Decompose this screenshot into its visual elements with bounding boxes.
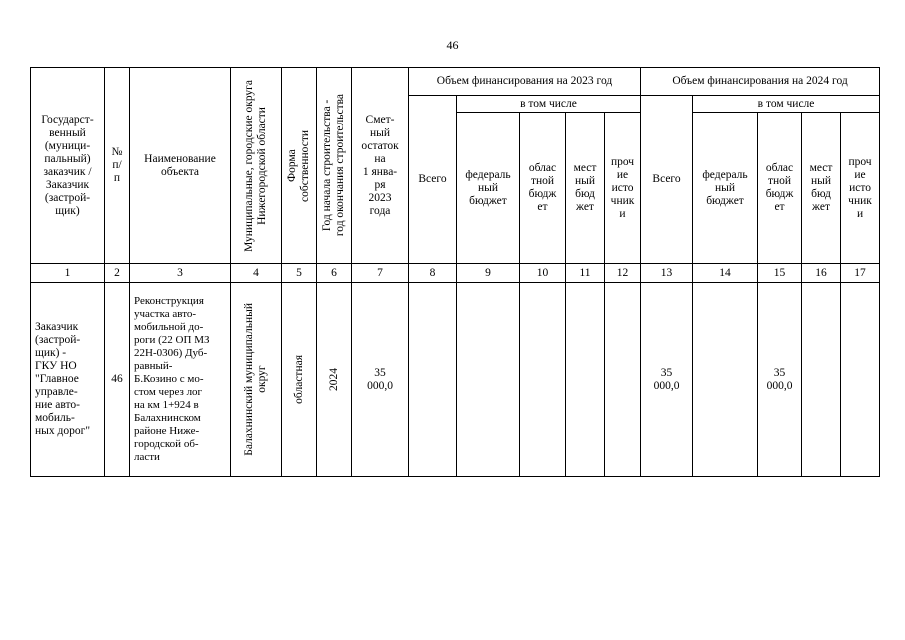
header-object-name: Наименование объекта [130, 68, 231, 264]
page-number: 46 [446, 38, 459, 52]
header-regional-2024: облас тной бюдж ет [758, 113, 802, 264]
row-ownership: областная [292, 355, 305, 404]
column-number: 17 [841, 264, 880, 283]
row-municipality-cell [231, 283, 282, 477]
header-row-1 [31, 68, 880, 96]
row-other-2023 [605, 283, 641, 477]
header-federal-2024: федераль ный бюджет [693, 113, 758, 264]
column-number: 15 [758, 264, 802, 283]
row-municipality: Балахнинский муниципальный округ [243, 303, 268, 456]
header-federal-2023: федераль ный бюджет [457, 113, 520, 264]
header-local-2024: мест ный бюд жет [802, 113, 841, 264]
column-number: 13 [641, 264, 693, 283]
row-federal-2024 [693, 283, 758, 477]
column-number: 9 [457, 264, 520, 283]
header-ownership: Форма собственности [286, 129, 311, 202]
header-other-2024: проч ие исто чник и [841, 113, 880, 264]
header-years: Год начала строительства - год окончания строительства [321, 94, 346, 237]
header-estimate-remainder: Смет- ный остаток на 1 янва- ря 2023 года [352, 68, 409, 264]
header-including-2024: в том числе [693, 96, 880, 113]
column-number-row [31, 264, 880, 283]
header-municipality-cell [231, 68, 282, 264]
row-num: 46 [105, 283, 130, 477]
header-funding-2023: Объем финансирования на 2023 год [409, 68, 641, 96]
column-number: 2 [105, 264, 130, 283]
financing-table [30, 67, 880, 477]
column-number: 7 [352, 264, 409, 283]
header-total-2024: Всего [641, 96, 693, 264]
row-federal-2023 [457, 283, 520, 477]
column-number: 3 [130, 264, 231, 283]
column-number: 4 [231, 264, 282, 283]
header-num: № п/ п [105, 68, 130, 264]
row-years: 2024 [327, 368, 340, 391]
column-number: 14 [693, 264, 758, 283]
row-years-cell [317, 283, 352, 477]
header-local-2023: мест ный бюд жет [566, 113, 605, 264]
row-local-2023 [566, 283, 605, 477]
row-other-2024 [841, 283, 880, 477]
header-other-2023: проч ие исто чник и [605, 113, 641, 264]
column-number: 8 [409, 264, 457, 283]
row-regional-2024: 35 000,0 [758, 283, 802, 477]
row-total-2024: 35 000,0 [641, 283, 693, 477]
column-number: 1 [31, 264, 105, 283]
header-total-2023: Всего [409, 96, 457, 264]
row-object-name: Реконструкция участка авто- мобильной до- роги (22 ОП МЗ 22Н-0306) Дуб- равный- Б.Козино с мо- стом через лог на км 1+924 в Балахнинском районе Ниже- городской об- ласти [130, 283, 231, 477]
row-local-2024 [802, 283, 841, 477]
header-years-cell [317, 68, 352, 264]
header-municipality: Муниципальные, городские округа Нижегородской области [243, 79, 268, 252]
row-estimate-remainder: 35 000,0 [352, 283, 409, 477]
row-regional-2023 [520, 283, 566, 477]
row-total-2023 [409, 283, 457, 477]
header-ownership-cell [282, 68, 317, 264]
header-including-2023: в том числе [457, 96, 641, 113]
column-number: 10 [520, 264, 566, 283]
row-ownership-cell [282, 283, 317, 477]
column-number: 5 [282, 264, 317, 283]
column-number: 12 [605, 264, 641, 283]
header-funding-2024: Объем финансирования на 2024 год [641, 68, 880, 96]
header-regional-2023: облас тной бюдж ет [520, 113, 566, 264]
column-number: 16 [802, 264, 841, 283]
row-customer: Заказчик (застрой- щик) - ГКУ НО "Главное управле- ние авто- мобиль- ных дорог" [31, 283, 105, 477]
column-number: 6 [317, 264, 352, 283]
column-number: 11 [566, 264, 605, 283]
table-row [31, 283, 880, 477]
header-customer: Государст- венный (муници- пальный) заказчик / Заказчик (застрой- щик) [31, 68, 105, 264]
